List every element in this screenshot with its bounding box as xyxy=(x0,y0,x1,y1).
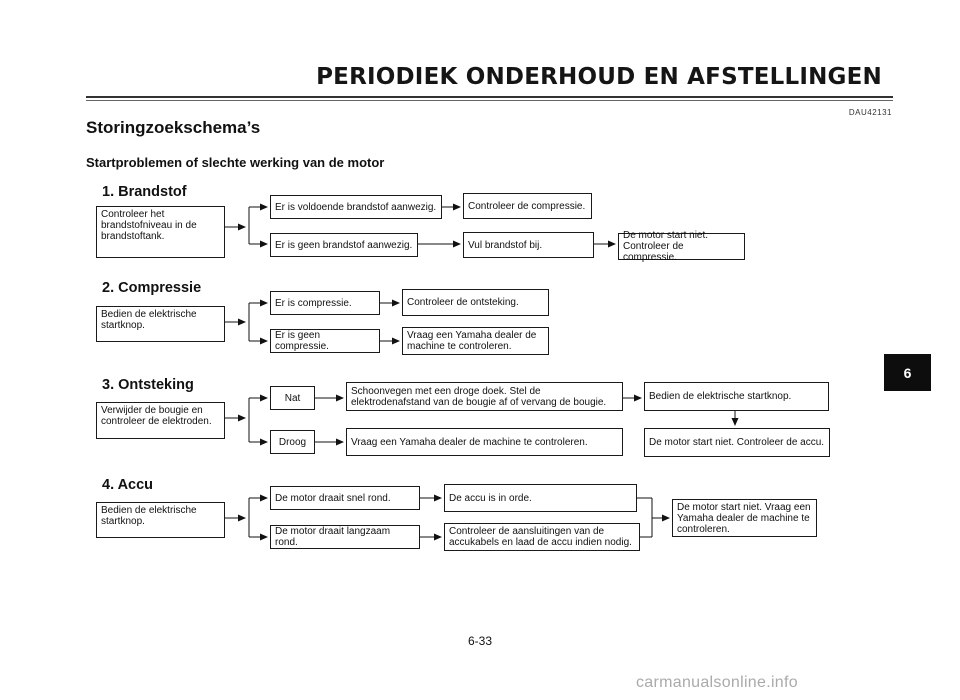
step-1-title: 1. Brandstof xyxy=(102,184,187,200)
step-4-final-box: De motor start niet. Vraag een Yamaha dealer de machine te controleren. xyxy=(672,499,817,537)
chapter-tab[interactable]: 6 xyxy=(884,354,931,391)
step-3-dry-box: Droog xyxy=(270,430,315,454)
step-3-title: 3. Ontsteking xyxy=(102,377,194,393)
step-2-no-action-box: Vraag een Yamaha dealer de machine te controleren. xyxy=(402,327,549,355)
step-3-final-box: De motor start niet. Controleer de accu. xyxy=(644,428,830,457)
step-1-no-action-box: Vul brandstof bij. xyxy=(463,232,594,258)
step-3-wet-result-box: Bedien de elektrische startknop. xyxy=(644,382,829,411)
step-4-slow-box: De motor draait langzaam rond. xyxy=(270,525,420,549)
step-2-yes-box: Er is compressie. xyxy=(270,291,380,315)
section-title: Storingzoekschema’s xyxy=(86,118,261,137)
step-2-yes-action-box: Controleer de ontsteking. xyxy=(402,289,549,316)
step-4-start-box: Bedien de elektrische startknop. xyxy=(96,502,225,538)
step-1-yes-box: Er is voldoende brandstof aanwezig. xyxy=(270,195,442,219)
section-code: DAU42131 xyxy=(848,108,892,117)
step-2-title: 2. Compressie xyxy=(102,280,202,296)
step-3-wet-action-box: Schoonvegen met een droge doek. Stel de elektrodenafstand van de bougie af of vervang de bougie. xyxy=(346,382,623,411)
step-4-fast-action-box: De accu is in orde. xyxy=(444,484,637,512)
page-number: 6-33 xyxy=(467,634,493,648)
step-4-title: 4. Accu xyxy=(102,477,154,493)
step-2-start-box: Bedien de elektrische startknop. xyxy=(96,306,225,342)
watermark-text: carmanualsonline.info xyxy=(636,674,798,691)
step-3-wet-box: Nat xyxy=(270,386,315,410)
step-4-fast-box: De motor draait snel rond. xyxy=(270,486,420,510)
step-3-start-box: Verwijder de bougie en controleer de elektroden. xyxy=(96,402,225,439)
page-header-title: PERIODIEK ONDERHOUD EN AFSTELLINGEN xyxy=(316,64,882,90)
step-3-dry-action-box: Vraag een Yamaha dealer de machine te controleren. xyxy=(346,428,623,456)
step-4-slow-action-box: Controleer de aansluitingen van de accukabels en laad de accu indien nodig. xyxy=(444,523,640,551)
step-1-no-box: Er is geen brandstof aanwezig. xyxy=(270,233,418,257)
step-1-yes-action-box: Controleer de compressie. xyxy=(463,193,592,219)
step-1-no-result-box: De motor start niet. Controleer de compressie. xyxy=(618,233,745,260)
section-subtitle: Startproblemen of slechte werking van de motor xyxy=(86,155,385,170)
step-2-no-box: Er is geen compressie. xyxy=(270,329,380,353)
step-1-start-box: Controleer het brandstofniveau in de brandstoftank. xyxy=(96,206,225,258)
